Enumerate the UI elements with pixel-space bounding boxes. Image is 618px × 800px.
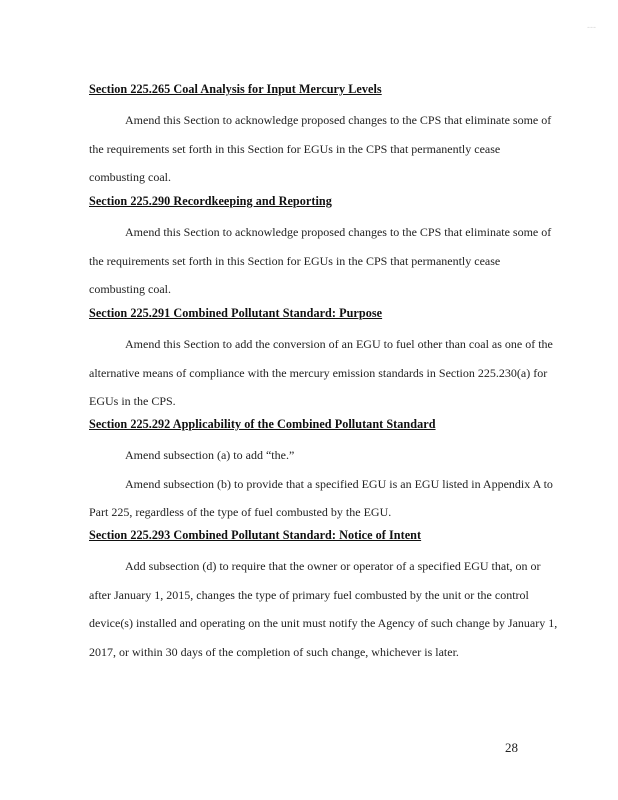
section-225-265 [89, 82, 558, 192]
section-225-291 [89, 306, 558, 416]
section-paragraph: Amend subsection (a) to add “the.” [125, 448, 295, 462]
section-paragraph: Amend this Section to acknowledge proposed changes to the CPS that eliminate some of the requirements set forth in this Section for EGUs in the CPS that permanently cease combusting coal. [89, 225, 552, 297]
section-heading: Section 225.291 Combined Pollutant Standard: Purpose [89, 306, 383, 320]
page-number: 28 [505, 740, 518, 755]
section-heading: Section 225.265 Coal Analysis for Input Mercury Levels [89, 82, 382, 96]
section-paragraph: Amend this Section to acknowledge proposed changes to the CPS that eliminate some of the requirements set forth in this Section for EGUs in the CPS that permanently cease combusting coal. [89, 113, 552, 185]
section-heading: Section 225.293 Combined Pollutant Standard: Notice of Intent [89, 528, 422, 542]
section-225-292 [89, 417, 558, 527]
section-heading: Section 225.292 Applicability of the Combined Pollutant Standard [89, 417, 436, 431]
section-heading: Section 225.290 Recordkeeping and Reporting [89, 194, 332, 208]
section-225-290 [89, 194, 558, 304]
section-225-293 [89, 528, 558, 667]
section-paragraph: Amend this Section to add the conversion of an EGU to fuel other than coal as one of the alternative means of compliance with the mercury emission standards in Section 225.230(a) for EGUs in the CPS. [89, 337, 553, 409]
section-paragraph: Add subsection (d) to require that the owner or operator of a specified EGU that, on or after January 1, 2015, changes the type of primary fuel combusted by the unit or the control device(s) installed and operating on the unit must notify the Agency of such change by January 1, 2017, or within 30 days of the completion of such change, whichever is later. [89, 559, 558, 660]
corner-mark: --- [587, 22, 596, 32]
section-paragraph: Amend subsection (b) to provide that a specified EGU is an EGU listed in Appendix A to Part 225, regardless of the type of fuel combusted by the EGU. [89, 476, 553, 520]
